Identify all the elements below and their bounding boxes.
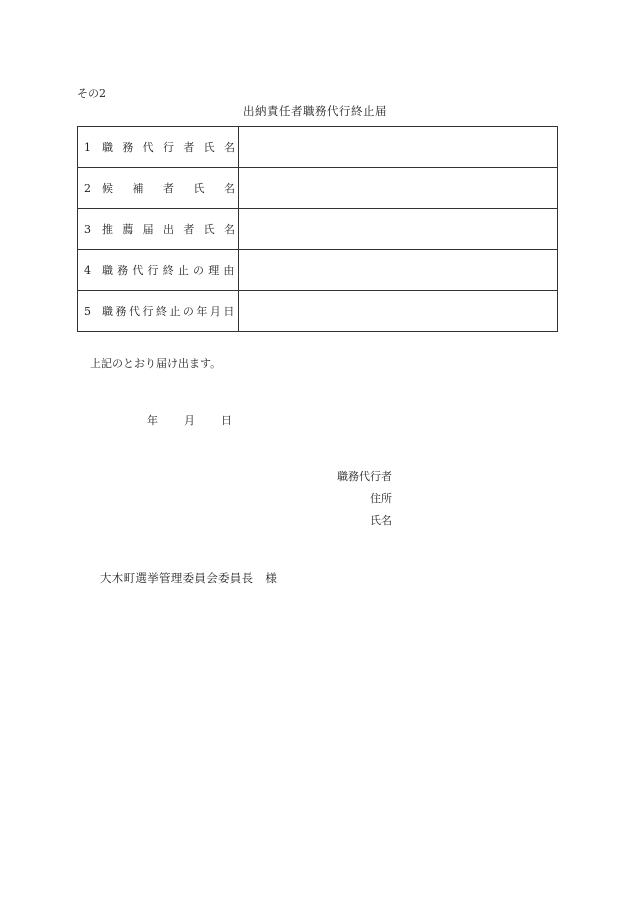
addressee-line xyxy=(100,570,277,586)
notification-form-table xyxy=(77,126,558,332)
submission-date-line xyxy=(147,412,232,428)
declaration-text: 上記のとおり届け出ます。 xyxy=(90,357,222,370)
table-row xyxy=(78,250,558,291)
row-label-cell xyxy=(78,127,239,168)
row-number: 5 xyxy=(84,305,91,318)
row-number: 1 xyxy=(84,141,91,154)
row-label: 職務代行者氏名 xyxy=(102,141,235,154)
row-number: 2 xyxy=(84,182,91,195)
row-label: 推薦届出者氏名 xyxy=(102,223,235,236)
recommender-name-field[interactable] xyxy=(239,209,558,250)
month-label: 月 xyxy=(184,414,195,427)
year-label: 年 xyxy=(147,414,158,427)
table-row xyxy=(78,291,558,332)
day-label: 日 xyxy=(221,414,232,427)
document-title: 出納責任者職務代行終止届 xyxy=(243,104,387,118)
form-number-label: その2 xyxy=(77,87,106,100)
candidate-name-field[interactable] xyxy=(239,168,558,209)
row-label: 職務代行終止の理由 xyxy=(102,264,235,277)
applicant-name-label: 氏名 xyxy=(370,514,392,527)
row-label: 職務代行終止の年月日 xyxy=(102,305,235,318)
applicant-address-label: 住所 xyxy=(370,492,392,505)
table-row xyxy=(78,127,558,168)
applicant-role-label: 職務代行者 xyxy=(337,470,392,483)
row-label-cell xyxy=(78,209,239,250)
row-label-cell xyxy=(78,291,239,332)
addressee-name: 大木町選挙管理委員会委員長 xyxy=(100,571,254,585)
row-label-cell xyxy=(78,168,239,209)
termination-date-field[interactable] xyxy=(239,291,558,332)
acting-officer-name-field[interactable] xyxy=(239,127,558,168)
table-row xyxy=(78,168,558,209)
addressee-honorific: 様 xyxy=(265,571,278,585)
row-label: 候補者氏名 xyxy=(102,182,235,195)
row-label-cell xyxy=(78,250,239,291)
table-row xyxy=(78,209,558,250)
row-number: 3 xyxy=(84,223,91,236)
termination-reason-field[interactable] xyxy=(239,250,558,291)
row-number: 4 xyxy=(84,264,91,277)
